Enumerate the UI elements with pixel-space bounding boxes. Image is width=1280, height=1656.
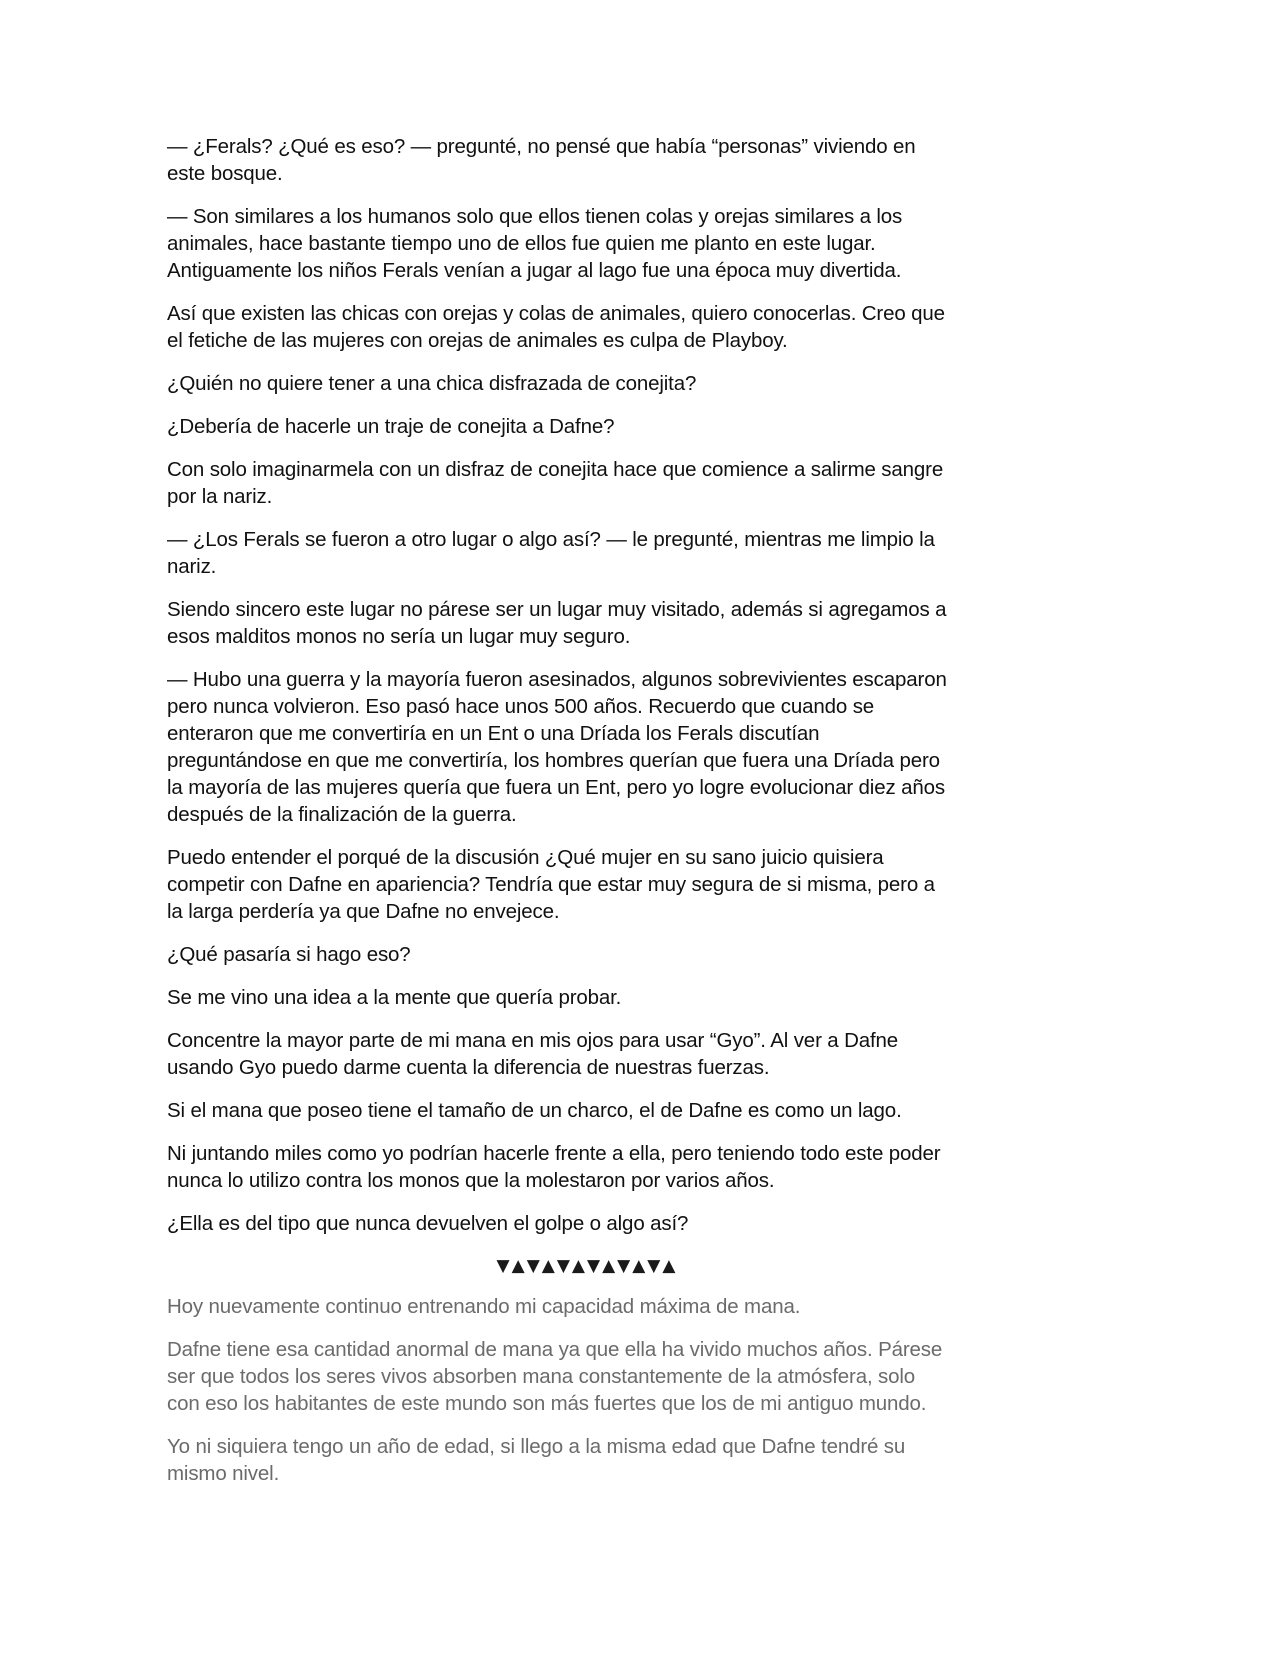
paragraph: — Hubo una guerra y la mayoría fueron asesinados, algunos sobrevivientes escaparon pero nunca volvieron. Eso pasó hace unos 500 años. Recuerdo que cuando se enteraron que me convertiría en un Ent o una Dríada los Ferals discutían preguntándose en que me convertiría, los hombres querían que fuera una Dríada pero la mayoría de las mujeres quería que fuera un Ent, pero yo logre evolucionar diez años después de la finalización de la guerra. — [167, 668, 947, 826]
paragraph: ¿Debería de hacerle un traje de conejita a Dafne? — [167, 415, 615, 438]
paragraph: — Son similares a los humanos solo que ellos tienen colas y orejas similares a los animales, hace bastante tiempo uno de ellos fue quien me planto en este lugar. Antiguamente los niños Ferals venían a jugar al lago fue una época muy divertida. — [167, 205, 903, 282]
scene-separator: ▼▲▼▲▼▲▼▲▼▲▼▲ — [496, 1256, 678, 1276]
paragraph: Yo ni siquiera tengo un año de edad, si llego a la misma edad que Dafne tendré su mismo nivel. — [167, 1435, 906, 1485]
paragraph: Dafne tiene esa cantidad anormal de mana ya que ella ha vivido muchos años. Párese ser que todos los seres vivos absorben mana constantemente de la atmósfera, solo con eso los habitantes de este mundo son más fuertes que los de mi antiguo mundo. — [167, 1338, 943, 1415]
paragraph: Hoy nuevamente continuo entrenando mi capacidad máxima de mana. — [167, 1295, 801, 1318]
paragraph: Con solo imaginarmela con un disfraz de conejita hace que comience a salirme sangre por la nariz. — [167, 458, 944, 508]
paragraph: Si el mana que poseo tiene el tamaño de un charco, el de Dafne es como un lago. — [167, 1099, 902, 1122]
document-page — [167, 133, 1007, 1503]
paragraph: ¿Quién no quiere tener a una chica disfrazada de conejita? — [167, 372, 697, 395]
paragraph: Puedo entender el porqué de la discusión ¿Qué mujer en su sano juicio quisiera competir con Dafne en apariencia? Tendría que estar muy segura de si misma, pero a la larga perdería ya que Dafne no envejece. — [167, 846, 935, 923]
paragraph: Ni juntando miles como yo podrían hacerle frente a ella, pero teniendo todo este poder nunca lo utilizo contra los monos que la molestaron por varios años. — [167, 1142, 941, 1192]
paragraph: Se me vino una idea a la mente que quería probar. — [167, 986, 622, 1009]
paragraph: — ¿Los Ferals se fueron a otro lugar o algo así? — le pregunté, mientras me limpio la nariz. — [167, 528, 935, 578]
paragraph: Así que existen las chicas con orejas y colas de animales, quiero conocerlas. Creo que el fetiche de las mujeres con orejas de animales es culpa de Playboy. — [167, 302, 945, 352]
paragraph: — ¿Ferals? ¿Qué es eso? — pregunté, no pensé que había “personas” viviendo en este bosque. — [167, 135, 916, 185]
paragraph: Concentre la mayor parte de mi mana en mis ojos para usar “Gyo”. Al ver a Dafne usando Gyo puedo darme cuenta la diferencia de nuestras fuerzas. — [167, 1029, 899, 1079]
paragraph: Siendo sincero este lugar no párese ser un lugar muy visitado, además si agregamos a esos malditos monos no sería un lugar muy seguro. — [167, 598, 947, 648]
paragraph: ¿Ella es del tipo que nunca devuelven el golpe o algo así? — [167, 1212, 689, 1235]
paragraph: ¿Qué pasaría si hago eso? — [167, 943, 411, 966]
